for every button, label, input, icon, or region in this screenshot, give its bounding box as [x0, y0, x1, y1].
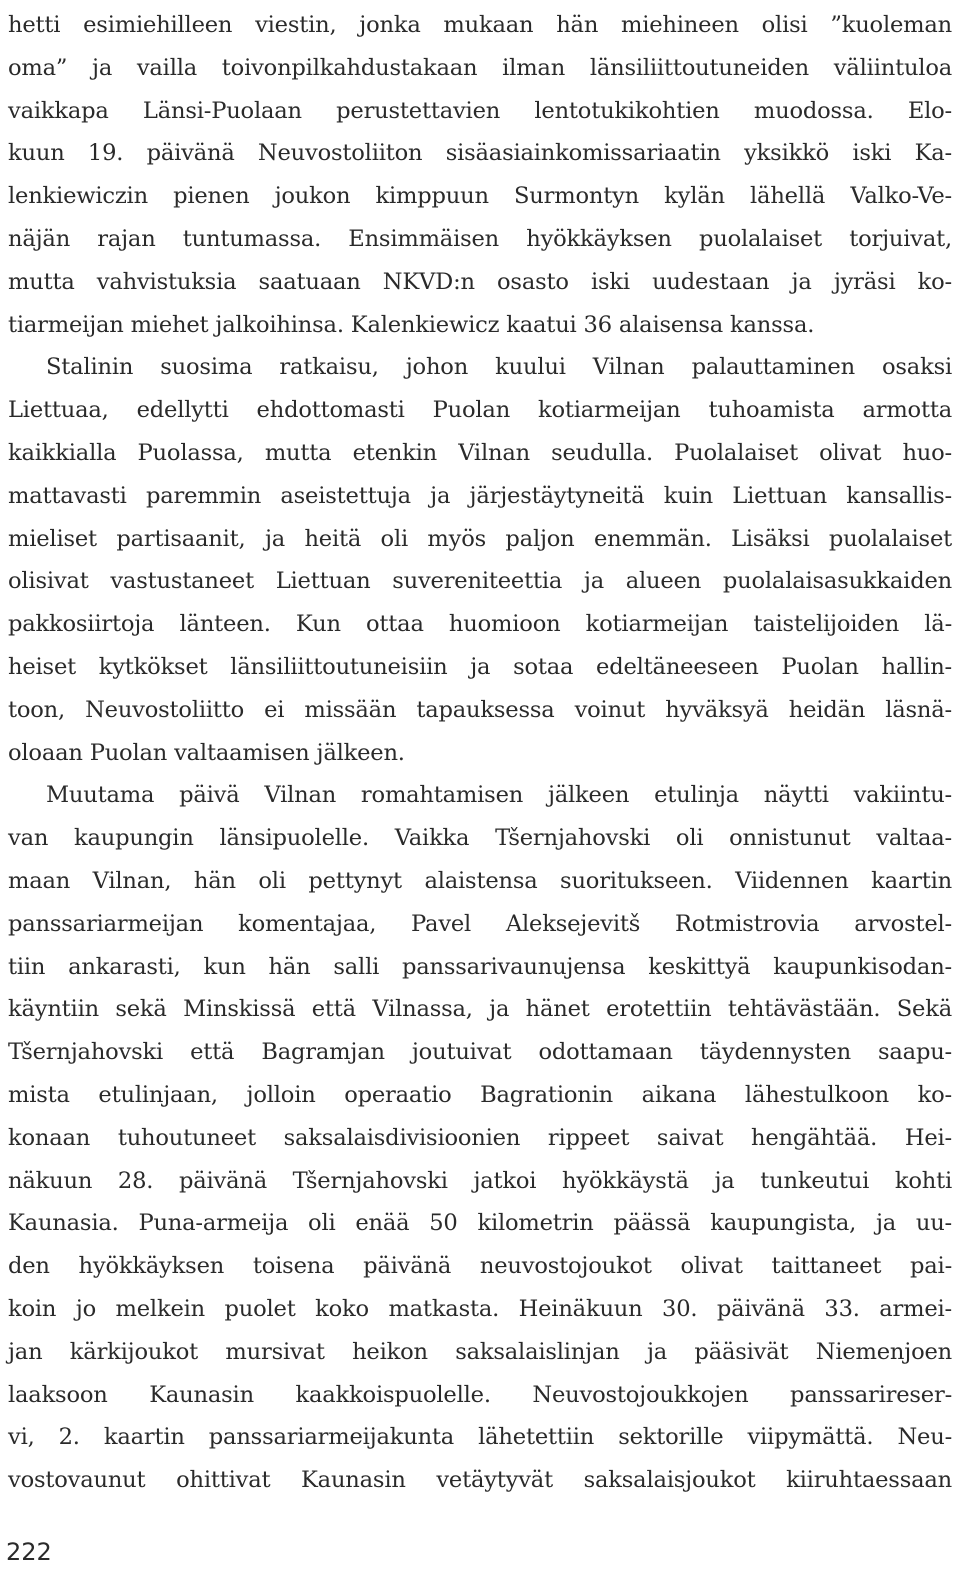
text-line: pakkosiirtoja länteen. Kun ottaa huomioon kotiarmeijan taistelijoiden lä-: [8, 611, 952, 638]
text-line: olisivat vastustaneet Liettuan suvereniteettia ja alueen puolalaisasukkaiden: [8, 568, 952, 595]
text-line: maan Vilnan, hän oli pettynyt alaistensa suoritukseen. Viidennen kaartin: [8, 867, 952, 894]
text-line: Liettuaa, edellytti ehdottomasti Puolan kotiarmeijan tuhoamista armotta: [8, 397, 952, 424]
text-line: Muutama päivä Vilnan romahtamisen jälkeen etulinja näytti vakiintu-: [46, 782, 952, 809]
text-line: tiarmeijan miehet jalkoihinsa. Kalenkiewicz kaatui 36 alaisensa kanssa.: [8, 311, 815, 338]
text-line: panssariarmeijan komentajaa, Pavel Aleksejevitš Rotmistrovia arvostel-: [8, 910, 952, 937]
page-number: 222: [6, 1538, 52, 1566]
text-line: van kaupungin länsipuolelle. Vaikka Tšernjahovski oli onnistunut valtaa-: [8, 825, 952, 852]
text-line: den hyökkäyksen toisena päivänä neuvostojoukot olivat taittaneet pai-: [8, 1253, 952, 1280]
text-line: näkuun 28. päivänä Tšernjahovski jatkoi hyökkäystä ja tunkeutui kohti: [8, 1167, 952, 1194]
text-line: konaan tuhoutuneet saksalaisdivisioonien rippeet saivat hengähtää. Hei-: [8, 1124, 952, 1151]
text-line: Tšernjahovski että Bagramjan joutuivat odottamaan täydennysten saapu-: [8, 1039, 952, 1066]
text-line: vaikkapa Länsi-Puolaan perustettavien lentotukikohtien muodossa. Elo-: [8, 97, 952, 124]
text-line: vostovaunut ohittivat Kaunasin vetäytyvät saksalaisjoukot kiiruhtaessaan: [8, 1467, 952, 1494]
text-line: kuun 19. päivänä Neuvostoliiton sisäasiainkomissariaatin yksikkö iski Ka-: [8, 140, 952, 167]
text-line: koin jo melkein puolet koko matkasta. Heinäkuun 30. päivänä 33. armei-: [8, 1295, 952, 1322]
text-line: oloaan Puolan valtaamisen jälkeen.: [8, 739, 405, 766]
text-line: hetti esimiehilleen viestin, jonka mukaan hän miehineen olisi ”kuoleman: [8, 12, 952, 38]
text-line: Kaunasia. Puna-armeija oli enää 50 kilometrin päässä kaupungista, ja uu-: [8, 1210, 952, 1237]
text-line: oma” ja vailla toivonpilkahdustakaan ilman länsiliittoutuneiden väliintuloa: [8, 54, 952, 81]
text-line: Stalinin suosima ratkaisu, johon kuului Vilnan palauttaminen osaksi: [46, 354, 952, 381]
text-line: toon, Neuvostoliitto ei missään tapauksessa voinut hyväksyä heidän läsnä-: [8, 696, 952, 723]
text-line: näjän rajan tuntumassa. Ensimmäisen hyökkäyksen puolalaiset torjuivat,: [8, 225, 952, 252]
text-line: mattavasti paremmin aseistettuja ja järjestäytyneitä kuin Liettuan kansallis-: [8, 482, 952, 509]
text-line: kaikkialla Puolassa, mutta etenkin Vilnan seudulla. Puolalaiset olivat huo-: [8, 439, 952, 466]
text-line: tiin ankarasti, kun hän salli panssarivaunujensa keskittyä kaupunkisodan-: [8, 953, 952, 980]
text-line: käyntiin sekä Minskissä että Vilnassa, ja hänet erotettiin tehtävästään. Sekä: [8, 996, 952, 1023]
text-line: vi, 2. kaartin panssariarmeijakunta lähetettiin sektorille viipymättä. Neu-: [8, 1424, 952, 1451]
body-text: [8, 4, 952, 1502]
text-line: mista etulinjaan, jolloin operaatio Bagrationin aikana lähestulkoon ko-: [8, 1081, 952, 1108]
text-line: mieliset partisaanit, ja heitä oli myös paljon enemmän. Lisäksi puolalaiset: [8, 525, 952, 552]
text-line: laaksoon Kaunasin kaakkoispuolelle. Neuvostojoukkojen panssarireser-: [8, 1381, 952, 1408]
text-line: jan kärkijoukot mursivat heikon saksalaislinjan ja pääsivät Niemenjoen: [8, 1338, 952, 1365]
text-line: lenkiewiczin pienen joukon kimppuun Surmontyn kylän lähellä Valko-Ve-: [8, 183, 952, 210]
text-line: heiset kytkökset länsiliittoutuneisiin ja sotaa edeltäneeseen Puolan hallin-: [8, 653, 952, 680]
text-line: mutta vahvistuksia saatuaan NKVD:n osasto iski uudestaan ja jyräsi ko-: [8, 268, 952, 295]
